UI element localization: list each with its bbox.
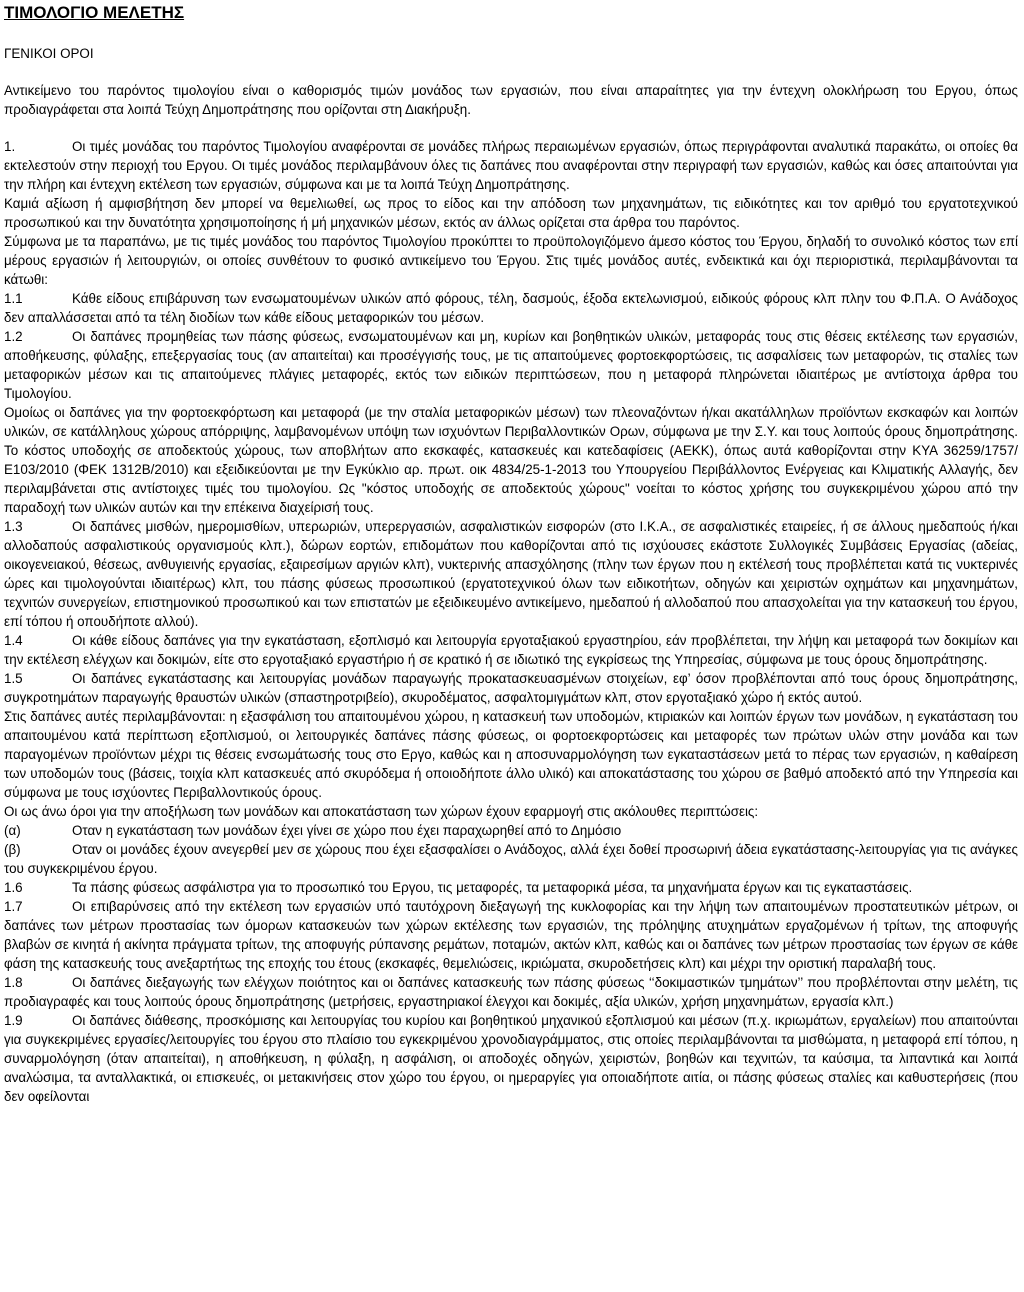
paragraph-text: Οι επιβαρύνσεις από την εκτέλεση των εργασιών υπό ταυτόχρονη διεξαγωγή της κυκλοφορίας και την λήψη των απαιτουμένων προστατευτικών μέτρων, οι δαπάνες των μέτρων προστασίας των όμορων κατασκευών των χώρων εκτέλεσης των εργασιών, της πρόληψης ατυχημάτων εργαζομένων ή τρίτων, της αποφυγής βλαβών σε κινητά ή ακίνητα πράγματα τρίτων, της αποφυγής ρύπανσης ρεμάτων, ποταμών, ακτών κλπ, καθώς και οι δαπάνες των μέτρων προστασίας των έργων σε κάθε φάση της κατασκευής τους ανεξαρτήτως της εποχής του έτους (εκσκαφές, θεμελιώσεις, ικριώματα, σκυροδετήσεις κλπ) και μέχρι την οριστική παραλαβή τους. [4, 899, 1018, 971]
term-paragraph [4, 194, 1018, 232]
paragraph-number: (α) [4, 823, 21, 838]
term-paragraph [4, 878, 1018, 897]
paragraph-number: 1.8 [4, 975, 23, 990]
term-paragraph [4, 840, 1018, 878]
paragraph-text: Τα πάσης φύσεως ασφάλιστρα για το προσωπικό του Εργου, τις μεταφορές, τα μεταφορικά μέσα, τα μηχανήματα έργων και τις εγκαταστάσεις. [72, 880, 913, 895]
document-title: ΤΙΜΟΛΟΓΙΟ ΜΕΛΕΤΗΣ [4, 3, 185, 22]
term-paragraph [4, 289, 1018, 327]
paragraph-number: 1.7 [4, 899, 23, 914]
term-paragraph [4, 403, 1018, 517]
term-paragraph [4, 707, 1018, 802]
section-heading: ΓΕΝΙΚΟΙ ΟΡΟΙ [4, 46, 94, 61]
paragraph-text: Οι τιμές μονάδας του παρόντος Τιμολογίου αναφέρονται σε μονάδες πλήρως περαιωμένων εργασιών, όπως περιγράφονται αναλυτικά παρακάτω, οι οποίες θα εκτελεστούν στην περιοχή του Εργου. Οι τιμές μονάδος περιλαμβάνουν όλες τις δαπάνες που αναφέρονται στην περιγραφή των εργασιών, καθώς και όσες απαιτούνται για την πλήρη και έντεχνη εκτέλεση των εργασιών, σύμφωνα και με τα λοιπά Τεύχη Δημοπράτησης. [4, 139, 1018, 192]
document-body [4, 81, 1018, 1106]
paragraph-text: Οι κάθε είδους δαπάνες για την εγκατάσταση, εξοπλισμό και λειτουργία εργοταξιακού εργαστηρίου, εάν προβλέπεται, την λήψη και μεταφορά των δοκιμίων και την εκτέλεση ελέγχων και δοκιμών, είτε στο εργοταξιακό εργαστήριο ή σε κρατικό ή σε ιδιωτικό της εγκρίσεως της Υπηρεσίας, σύμφωνα με τους όρους δημοπράτησης. [4, 633, 1018, 667]
intro-paragraph: Αντικείμενο του παρόντος τιμολογίου είναι ο καθορισμός τιμών μονάδος των εργασιών, που είναι απαραίτητες για την έντεχνη ολοκλήρωση του Εργου, όπως προδιαγράφεται στα λοιπά Τεύχη Δημοπράτησης που ορίζονται στη Διακήρυξη. [4, 83, 1018, 117]
paragraph-text: Οι ως άνω όροι για την αποξήλωση των μονάδων και αποκατάσταση των χώρων έχουν εφαρμογή στις ακόλουθες περιπτώσεις: [4, 804, 759, 819]
term-paragraph [4, 327, 1018, 403]
document-page [4, 0, 1018, 1106]
term-paragraph [4, 897, 1018, 973]
paragraph-number: 1.3 [4, 519, 23, 534]
term-paragraph [4, 973, 1018, 1011]
term-paragraph [4, 1011, 1018, 1106]
paragraph-text: Οταν η εγκατάσταση των μονάδων έχει γίνει σε χώρο που έχει παραχωρηθεί από το Δημόσιο [72, 823, 622, 838]
term-paragraph [4, 669, 1018, 707]
term-paragraph [4, 517, 1018, 631]
paragraph-number: 1.5 [4, 671, 23, 686]
term-paragraph [4, 802, 1018, 821]
paragraph-text: Καμιά αξίωση ή αμφισβήτηση δεν μπορεί να θεμελιωθεί, ως προς το είδος και την απόδοση των μηχανημάτων, τις ειδικότητες και τον αριθμό του εργατοτεχνικού προσωπικού και την δυνατότητα χρησιμοποίησης ή μή μηχανικών μέσων, εκτός αν άλλως ορίζεται στα άρθρα του παρόντος. [4, 196, 1018, 230]
term-paragraph [4, 631, 1018, 669]
paragraph-text: Κάθε είδους επιβάρυνση των ενσωματουμένων υλικών από φόρους, τέλη, δασμούς, έξοδα εκτελωνισμού, ειδικούς φόρους κλπ πλην του Φ.Π.Α. Ο Ανάδοχος δεν απαλλάσσεται από τα τέλη διοδίων των κάθε είδους μεταφορικών του μέσων. [4, 291, 1018, 325]
paragraph-text: Οι δαπάνες διάθεσης, προσκόμισης και λειτουργίας του κυρίου και βοηθητικού μηχανικού εξοπλισμού και μέσων (π.χ. ικριωμάτων, εργαλείων) που απαιτούνται για συγκεκριμένες εργασίες/λειτουργίες του έργου στο πλαίσιο του εγκεκριμένου χρονοδιαγράμματος, στις οποίες περιλαμβάνονται τα μισθώματα, η μεταφορά επί τόπου, η συναρμολόγηση (όταν απαιτείται), η αποθήκευση, η φύλαξη, η ασφάλιση, οι αποδοχές οδηγών, χειριστών, βοηθών και τεχνιτών, τα καύσιμα, τα λιπαντικά και λοιπά αναλώσιμα, τα ανταλλακτικά, οι επισκευές, οι μετακινήσεις στον χώρο του έργου, οι ημεραργίες για οποιαδήποτε αιτία, οι πάσης φύσεως σταλίες και καθυστερήσεις (που δεν οφείλονται [4, 1013, 1018, 1104]
terms-list [4, 137, 1018, 1106]
paragraph-text: Σύμφωνα με τα παραπάνω, με τις τιμές μονάδος του παρόντος Τιμολογίου προκύπτει το προϋπολογιζόμενο άμεσο κόστος του Έργου, δηλαδή το συνολικό κόστος των επί μέρους εργασιών ή λειτουργιών, οι οποίες συνθέτουν το φυσικό αντικείμενο του Έργου. Στις τιμές μονάδος αυτές, ενδεικτικά και όχι περιοριστικά, περιλαμβάνονται τα κάτωθι: [4, 234, 1018, 287]
paragraph-text: Οι δαπάνες διεξαγωγής των ελέγχων ποιότητος και οι δαπάνες κατασκευής των πάσης φύσεως ‘‘δοκιμαστικών τμημάτων’’ που προβλέπονται στην μελέτη, τις προδιαγραφές και τους λοιπούς όρους δημοπράτησης (μετρήσεις, εργαστηριακοί έλεγχοι και δοκιμές, αξία υλικών, χρήση μηχανημάτων, εργασία κλπ.) [4, 975, 1018, 1009]
paragraph-number: 1.9 [4, 1013, 23, 1028]
term-paragraph [4, 821, 1018, 840]
paragraph-text: Οι δαπάνες μισθών, ημερομισθίων, υπερωριών, υπερεργασιών, ασφαλιστικών εισφορών (στο Ι.Κ.Α., σε ασφαλιστικές εταιρείες, ή σε άλλους ημεδαπούς ή/και αλλοδαπούς ασφαλιστικούς οργανισμούς κλπ.), δώρων εορτών, επιδομάτων που καθορίζονται από τις ισχύουσες εκάστοτε Συλλογικές Συμβάσεις Εργασίας (αδείας, οικογενειακού, θέσεως, ανθυγιεινής εργασίας, εξαιρεσίμων αργιών κλπ), νυκτερινής απασχόλησης (πλην των έργων που η εκτέλεσή τους προβλέπεται κατά τις νυκτερινές ώρες και τιμολογούνται ιδιαιτέρως) κλπ, του πάσης φύσεως προσωπικού (εργατοτεχνικού όλων των ειδικοτήτων, οδηγών και χειριστών οχημάτων και μηχανημάτων, τεχνιτών συνεργείων, επιστημονικού προσωπικού και των επιστατών με εξειδικευμένο αντικείμενο, ημεδαπού ή αλλοδαπού που απασχολείται για την κατασκευή του έργου, επί τόπου ή οπουδήποτε αλλού). [4, 519, 1018, 629]
term-paragraph [4, 137, 1018, 194]
paragraph-text: Οταν οι μονάδες έχουν ανεγερθεί μεν σε χώρους που έχει εξασφαλίσει ο Ανάδοχος, αλλά έχει δοθεί προσωρινή άδεια εγκατάστασης-λειτουργίας για τις ανάγκες του συγκεκριμένου έργου. [4, 842, 1018, 876]
term-paragraph [4, 232, 1018, 289]
paragraph-text: Οι δαπάνες εγκατάστασης και λειτουργίας μονάδων παραγωγής προκατασκευασμένων στοιχείων, εφ’ όσον προβλέπονται από τους όρους δημοπράτησης, συγκροτημάτων παραγωγής θραυστών υλικών (σπαστηροτριβείο), σκυροδέματος, ασφαλτομιγμάτων κλπ, στον εργοταξιακό χώρο ή εκτός αυτού. [4, 671, 1018, 705]
paragraph-text: Στις δαπάνες αυτές περιλαμβάνονται: η εξασφάλιση του απαιτουμένου χώρου, η κατασκευή των υποδομών, κτιριακών και λοιπών έργων των μονάδων, η εγκατάσταση του απαιτουμένου κατά περίπτωση εξοπλισμού, οι λειτουργικές δαπάνες πάσης φύσεως, οι φορτοεκφορτώσεις και μεταφορές των πρώτων υλών στην μονάδα και των παραγομένων προϊόντων μέχρι τις θέσεις ενσωμάτωσής τους στο Εργο, καθώς και η αποσυναρμολόγηση των εγκαταστάσεων μετά το πέρας των εργασιών, η καθαίρεση των υποδομών τους (βάσεις, τοιχία κλπ κατασκευές από σκυρόδεμα ή οποιοδήποτε άλλο υλικό) και αποκατάστασης του χώρου σε βαθμό αποδεκτό από την Υπηρεσία και σύμφωνα με τους ισχύοντες Περιβαλλοντικούς όρους. [4, 709, 1018, 800]
paragraph-number: 1.2 [4, 329, 23, 344]
paragraph-number: 1.1 [4, 291, 23, 306]
paragraph-text: Οι δαπάνες προμηθείας των πάσης φύσεως, ενσωματουμένων και μη, κυρίων και βοηθητικών υλικών, μεταφοράς τους στις θέσεις εκτέλεσης των εργασιών, αποθήκευσης, φύλαξης, επεξεργασίας τους (αν απαιτείται) και προσέγγισής τους, με τις απαιτούμενες φορτοεκφορτώσεις, τις ασφαλίσεις των μεταφορών, τις σταλίες των μεταφορικών μέσων και τις απαιτούμενες πλάγιες μεταφορές, εκτός των ειδικών περιπτώσεων, που η μεταφορά πληρώνεται ιδιαιτέρως με αντίστοιχα άρθρα του Τιμολογίου. [4, 329, 1018, 401]
paragraph-number: 1.6 [4, 880, 23, 895]
paragraph-number: 1.4 [4, 633, 23, 648]
paragraph-text: Ομοίως οι δαπάνες για την φορτοεκφόρτωση και μεταφορά (με την σταλία μεταφορικών μέσων) των πλεοναζόντων ή/και ακατάλληλων προϊόντων εκσκαφών και λοιπών υλικών, σε κατάλληλους χώρους απόρριψης, λαμβανομένων υπόψη των ισχυόντων Περιβαλλοντικών Ορων, σύμφωνα με την Σ.Υ. και τους λοιπούς όρους δημοπράτησης. Το κόστος υποδοχής σε αποδεκτούς χώρους, των αποβλήτων απο εκσκαφές, κατασκευές και κατεδαφίσεις (ΑΕΚΚ), όπως αυτά καθορίζονται στην ΚΥΑ 36259/1757/Ε103/2010 (ΦΕΚ 1312Β/2010) και εξειδικεύονται με την Εγκύκλιο αρ. πρωτ. οικ 4834/25-1-2013 του Υπουργείου Περιβάλλοντος Ενέργειας και Κλιματικής Αλλαγής, δεν περιλαμβάνεται στις αντίστοιχες τιμές του τιμολογίου. Ως "κόστος υποδοχής σε αποδεκτούς χώρους" νοείται το κόστος χρήσης του συγκεκριμένου χώρου από την παραδοχή των υλικών αυτών και την επέκεινα διαχείρισή τους. [4, 405, 1018, 515]
paragraph-number: 1. [4, 139, 16, 154]
paragraph-number: (β) [4, 842, 21, 857]
